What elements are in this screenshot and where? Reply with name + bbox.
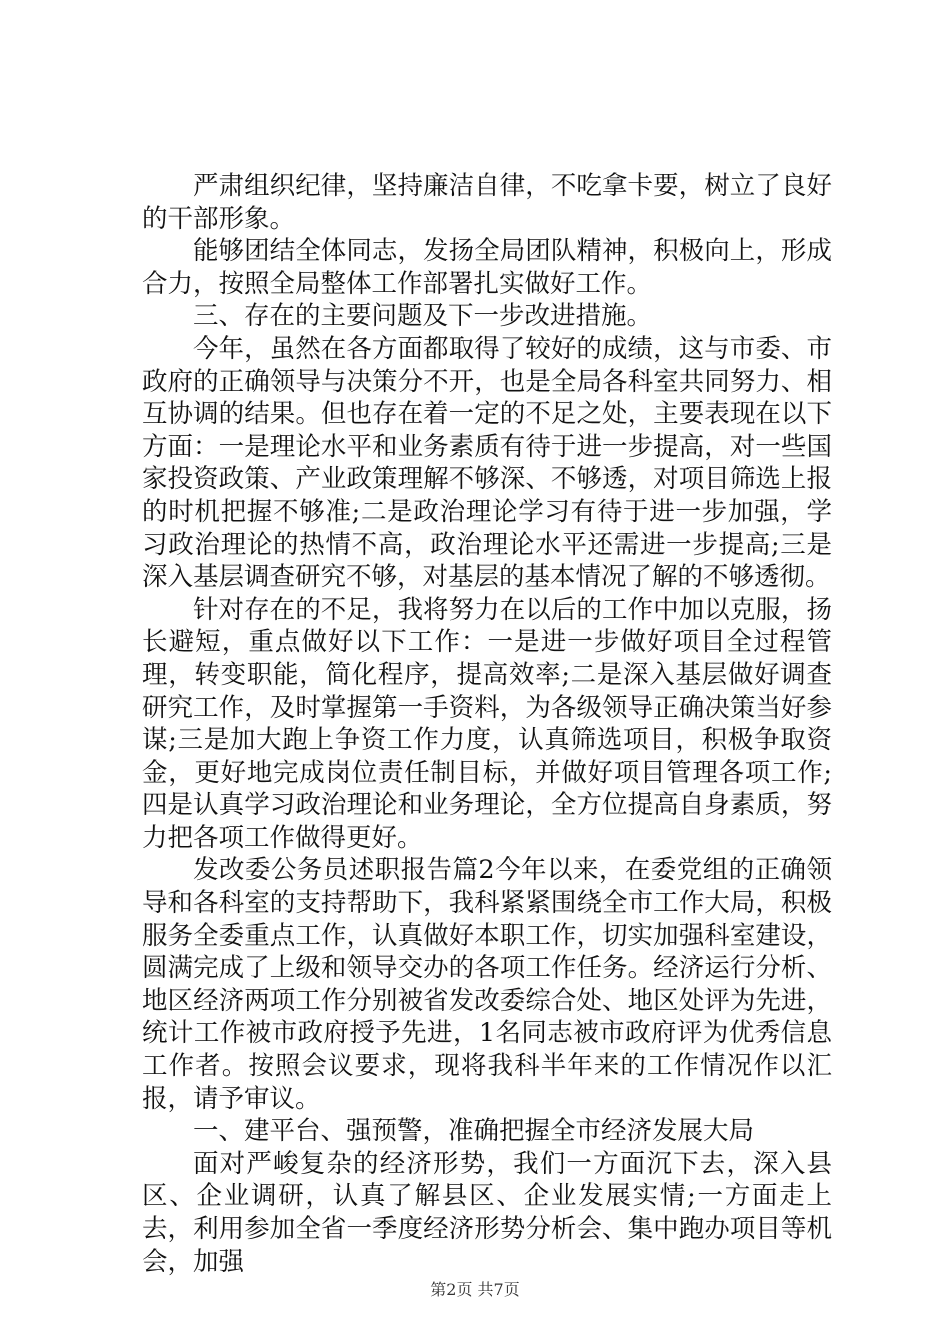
document-body: [142, 170, 832, 1278]
paragraph: 严肃组织纪律，坚持廉洁自律，不吃拿卡要，树立了良好的干部形象。: [142, 171, 832, 234]
section-heading: 三、存在的主要问题及下一步改进措施。: [193, 301, 653, 332]
paragraph: 发改委公务员述职报告篇2今年以来，在委党组的正确领导和各科室的支持帮助下，我科紧紧围绕全市工作大局，积极服务全委重点工作，认真做好本职工作，切实加强科室建设，圆满完成了上级和领导交办的各项工作任务。经济运行分析、地区经济两项工作分别被省发改委综合处、地区处评为先进，统计工作被市政府授予先进，1名同志被市政府评为优秀信息工作者。按照会议要求，现将我科半年来的工作情况作以汇报，请予审议。: [142, 855, 832, 1114]
paragraph: 今年，虽然在各方面都取得了较好的成绩，这与市委、市政府的正确领导与决策分不开，也是全局各科室共同努力、相互协调的结果。但也存在着一定的不足之处，主要表现在以下方面：一是理论水平和业务素质有待于进一步提高，对一些国家投资政策、产业政策理解不够深、不够透，对项目筛选上报的时机把握不够准;二是政治理论学习有待于进一步加强，学习政治理论的热情不高，政治理论水平还需进一步提高;三是深入基层调查研究不够，对基层的基本情况了解的不够透彻。: [142, 333, 832, 593]
paragraph: 能够团结全体同志，发扬全局团队精神，积极向上，形成合力，按照全局整体工作部署扎实做好工作。: [142, 236, 832, 299]
section-heading: 一、建平台、强预警，准确把握全市经济发展大局: [193, 1116, 755, 1147]
page-number-footer: 第2页 共7页: [430, 1280, 520, 1299]
paragraph: 针对存在的不足，我将努力在以后的工作中加以克服，扬长避短，重点做好以下工作：一是进一步做好项目全过程管理，转变职能，简化程序，提高效率;二是深入基层做好调查研究工作，及时掌握第一手资料，为各级领导正确决策当好参谋;三是加大跑上争资工作力度，认真筛选项目，积极争取资金，更好地完成岗位责任制目标，并做好项目管理各项工作;四是认真学习政治理论和业务理论，全方位提高自身素质，努力把各项工作做得更好。: [142, 594, 832, 853]
paragraph: 面对严峻复杂的经济形势，我们一方面沉下去，深入县区、企业调研，认真了解县区、企业发展实情;一方面走上去，利用参加全省一季度经济形势分析会、集中跑办项目等机会，加强: [142, 1148, 832, 1277]
